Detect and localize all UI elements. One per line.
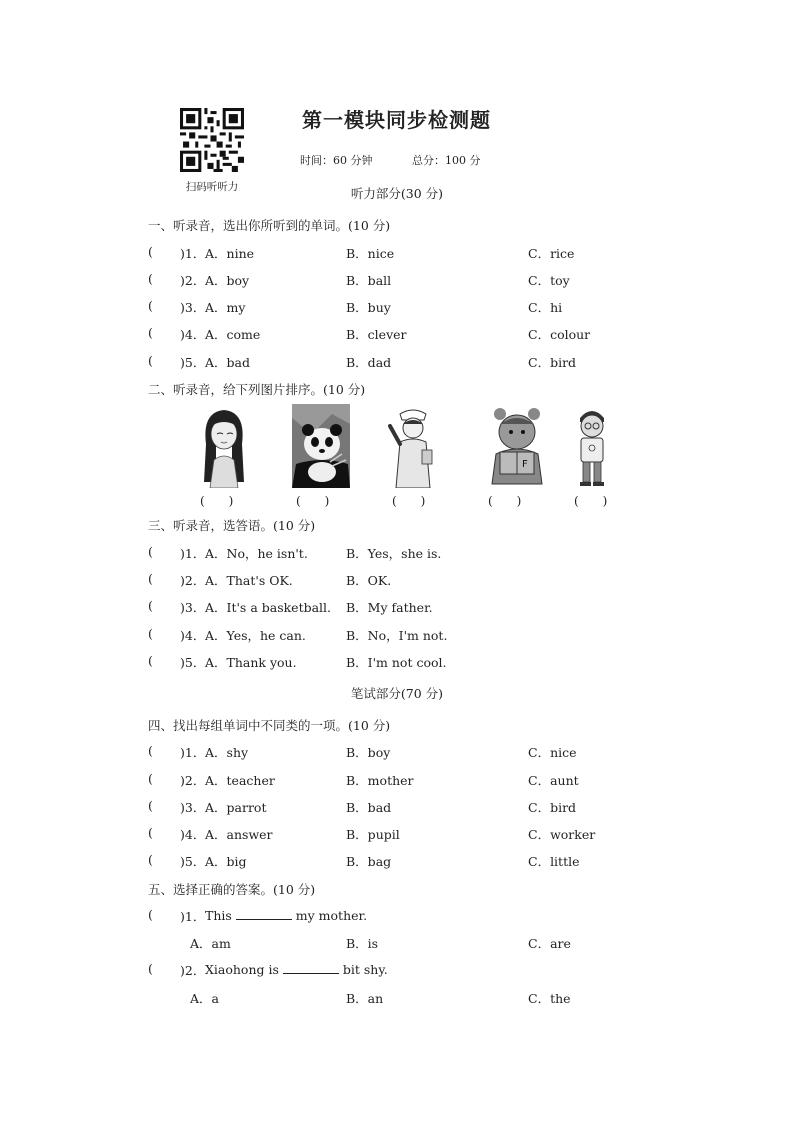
option-a: A．come xyxy=(205,327,261,342)
option-a: A．bad xyxy=(205,355,250,370)
s5-question-2 xyxy=(148,961,748,979)
s4-question-3 xyxy=(148,798,748,816)
q-number: )1． xyxy=(180,546,206,561)
option-b: B．Yes，she is. xyxy=(346,546,442,561)
q-number: )3． xyxy=(180,800,206,815)
option-a: A．my xyxy=(205,300,246,315)
section2-heading: 二、听录音，给下列图片排序。(10 分) xyxy=(148,382,366,397)
option-c: C．bird xyxy=(528,800,577,815)
picture-order-blank-1[interactable]: ( ) xyxy=(200,494,234,508)
q-number: )1． xyxy=(180,745,206,760)
q-number: )1． xyxy=(180,246,206,261)
option-a: A．am xyxy=(190,936,231,951)
q-number: )5． xyxy=(180,854,206,869)
option-c: C．colour xyxy=(528,327,591,342)
answer-blank[interactable]: ( xyxy=(148,271,153,286)
stem-post: bit shy. xyxy=(342,962,388,977)
answer-blank[interactable]: ( xyxy=(148,798,153,813)
option-a: A．boy xyxy=(205,273,250,288)
option-a: A．parrot xyxy=(205,800,267,815)
option-a: A．shy xyxy=(205,745,249,760)
option-c: C．the xyxy=(528,991,571,1006)
answer-blank[interactable]: ( xyxy=(148,907,153,922)
answer-blank[interactable]: ( xyxy=(148,825,153,840)
option-a: A．No，he isn't. xyxy=(205,546,308,561)
answer-blank[interactable]: ( xyxy=(148,653,153,668)
answer-blank[interactable]: ( xyxy=(148,771,153,786)
option-c: C．rice xyxy=(528,246,575,261)
s4-question-5 xyxy=(148,852,748,870)
question-stem xyxy=(205,961,388,977)
s5-options-2 xyxy=(148,989,748,1007)
option-b: B．I'm not cool. xyxy=(346,655,447,670)
answer-blank[interactable]: ( xyxy=(148,852,153,867)
option-b: B．My father. xyxy=(346,600,433,615)
fill-blank[interactable] xyxy=(283,961,339,974)
question-stem xyxy=(205,907,367,923)
q-number: )5． xyxy=(180,355,206,370)
qr-label: 扫码听听力 xyxy=(185,181,239,193)
option-b: B．mother xyxy=(346,773,414,788)
s3-question-2 xyxy=(148,571,748,589)
option-c: C．nice xyxy=(528,745,577,760)
answer-blank[interactable]: ( xyxy=(148,544,153,559)
q-number: )2． xyxy=(180,273,206,288)
s1-question-4 xyxy=(148,325,748,343)
answer-blank[interactable]: ( xyxy=(148,961,153,976)
stem-pre: Xiaohong is xyxy=(205,962,279,977)
answer-blank[interactable]: ( xyxy=(148,598,153,613)
total-score: 总分：100 分 xyxy=(412,154,481,167)
section5-heading: 五、选择正确的答案。(10 分) xyxy=(148,882,316,897)
svg-text:F: F xyxy=(522,459,528,470)
option-b: B．pupil xyxy=(346,827,400,842)
listening-part-heading: 听力部分(30 分) xyxy=(350,186,444,201)
option-a: A．That's OK. xyxy=(205,573,293,588)
s5-options-1 xyxy=(148,934,748,952)
option-a: A．big xyxy=(205,854,247,869)
answer-blank[interactable]: ( xyxy=(148,298,153,313)
option-c: C．are xyxy=(528,936,571,951)
girl-picture-icon xyxy=(196,404,252,488)
option-a: A．It's a basketball. xyxy=(205,600,332,615)
qr-code-icon xyxy=(180,108,244,172)
q-number: )1． xyxy=(180,909,206,924)
s4-question-4 xyxy=(148,825,748,843)
option-c: C．worker xyxy=(528,827,596,842)
option-a: A．Thank you. xyxy=(205,655,297,670)
q-number: )2． xyxy=(180,773,206,788)
picture-order-blank-5[interactable]: ( ) xyxy=(574,494,608,508)
option-a: A．answer xyxy=(205,827,273,842)
q-number: )4． xyxy=(180,827,206,842)
option-b: B．buy xyxy=(346,300,391,315)
s4-question-1 xyxy=(148,743,748,761)
stem-post: my mother. xyxy=(295,908,368,923)
s3-question-3 xyxy=(148,598,748,616)
answer-blank[interactable]: ( xyxy=(148,353,153,368)
s5-question-1 xyxy=(148,907,748,925)
option-b: B．No，I'm not. xyxy=(346,628,448,643)
nurse-picture-icon xyxy=(386,404,440,488)
page-title: 第一模块同步检测题 xyxy=(302,108,491,132)
option-a: A．nine xyxy=(205,246,255,261)
s3-question-4 xyxy=(148,626,748,644)
option-a: A．teacher xyxy=(205,773,275,788)
reading-child-picture-icon xyxy=(486,404,548,488)
option-b: B．is xyxy=(346,936,379,951)
q-number: )2． xyxy=(180,573,206,588)
option-c: C．aunt xyxy=(528,773,579,788)
option-c: C．toy xyxy=(528,273,570,288)
q-number: )4． xyxy=(180,327,206,342)
s4-question-2 xyxy=(148,771,748,789)
answer-blank[interactable]: ( xyxy=(148,571,153,586)
picture-order-blank-3[interactable]: ( ) xyxy=(392,494,426,508)
q-number: )4． xyxy=(180,628,206,643)
section3-heading: 三、听录音，选答语。(10 分) xyxy=(148,518,316,533)
option-b: B．an xyxy=(346,991,384,1006)
q-number: )3． xyxy=(180,600,206,615)
s1-question-3 xyxy=(148,298,748,316)
answer-blank[interactable]: ( xyxy=(148,325,153,340)
option-b: B．bag xyxy=(346,854,392,869)
option-b: B．bad xyxy=(346,800,392,815)
section4-heading: 四、找出每组单词中不同类的一项。(10 分) xyxy=(148,718,391,733)
s1-question-1 xyxy=(148,244,748,262)
option-b: B．clever xyxy=(346,327,407,342)
panda-picture-icon xyxy=(292,404,350,488)
fill-blank[interactable] xyxy=(236,907,292,920)
option-b: B．nice xyxy=(346,246,395,261)
s3-question-5 xyxy=(148,653,748,671)
option-c: C．little xyxy=(528,854,580,869)
option-c: C．hi xyxy=(528,300,563,315)
q-number: )3． xyxy=(180,300,206,315)
writing-part-heading: 笔试部分(70 分) xyxy=(350,686,444,701)
answer-blank[interactable]: ( xyxy=(148,626,153,641)
s3-question-1 xyxy=(148,544,748,562)
q-number: )2． xyxy=(180,963,206,978)
picture-order-blank-4[interactable]: ( ) xyxy=(488,494,522,508)
option-b: B．dad xyxy=(346,355,392,370)
s1-question-2 xyxy=(148,271,748,289)
exam-meta xyxy=(300,152,517,168)
answer-blank[interactable]: ( xyxy=(148,244,153,259)
q-number: )5． xyxy=(180,655,206,670)
option-b: B．OK. xyxy=(346,573,392,588)
picture-order-blank-2[interactable]: ( ) xyxy=(296,494,330,508)
option-a: A．a xyxy=(190,991,219,1006)
option-a: A．Yes，he can. xyxy=(205,628,306,643)
section1-heading: 一、听录音，选出你所听到的单词。(10 分) xyxy=(148,218,391,233)
answer-blank[interactable]: ( xyxy=(148,743,153,758)
boy-picture-icon xyxy=(570,404,614,488)
stem-pre: This xyxy=(205,908,232,923)
option-c: C．bird xyxy=(528,355,577,370)
time-limit: 时间：60 分钟 xyxy=(300,154,373,167)
option-b: B．boy xyxy=(346,745,391,760)
option-b: B．ball xyxy=(346,273,392,288)
s1-question-5 xyxy=(148,353,748,371)
